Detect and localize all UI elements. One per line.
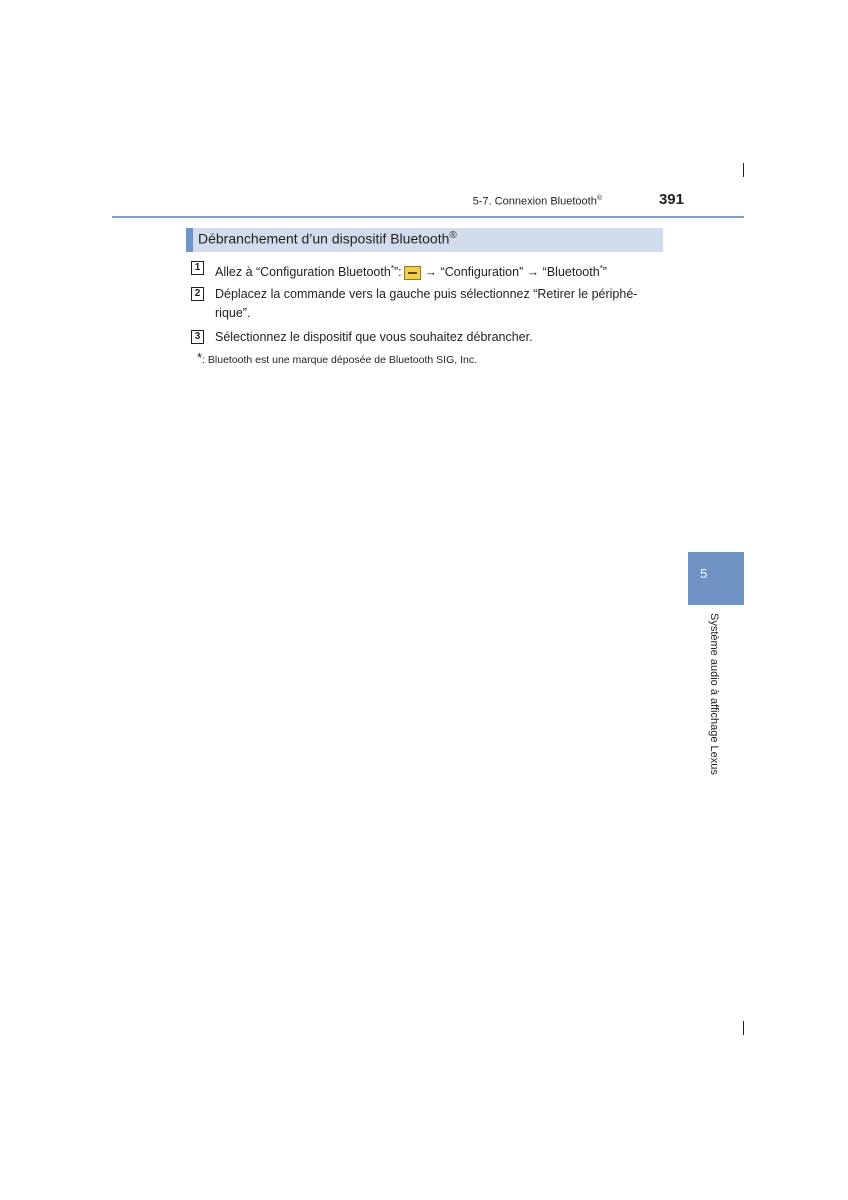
step-text: Allez à “Configuration Bluetooth*”: → “Configuration” → “Bluetooth*” bbox=[215, 264, 607, 280]
page-header bbox=[420, 191, 684, 211]
chapter-title: Système audio à affichage Lexus bbox=[708, 613, 720, 775]
crop-mark-bottom bbox=[743, 1021, 744, 1035]
step-number: 2 bbox=[191, 287, 204, 301]
footnote-text: : Bluetooth est une marque déposée de Bluetooth SIG, Inc. bbox=[202, 354, 477, 366]
step-text: Sélectionnez le dispositif que vous souhaitez débrancher. bbox=[215, 330, 533, 344]
step-number: 3 bbox=[191, 330, 204, 344]
section-heading-title: Débranchement d’un dispositif Bluetooth® bbox=[198, 230, 457, 247]
footnote bbox=[197, 350, 477, 366]
step-number: 1 bbox=[191, 261, 204, 275]
crop-mark-top bbox=[743, 163, 744, 177]
menu-icon bbox=[404, 266, 421, 280]
section-heading bbox=[186, 228, 663, 252]
registered-mark: ® bbox=[596, 195, 602, 202]
header-section-title: 5-7. Connexion Bluetooth® bbox=[472, 195, 602, 208]
page-number: 391 bbox=[658, 191, 684, 208]
header-rule bbox=[112, 216, 744, 218]
registered-mark: ® bbox=[449, 230, 457, 241]
chapter-number: 5 bbox=[700, 566, 708, 581]
step-text: Déplacez la commande vers la gauche puis sélectionnez “Retirer le périphé-rique”. bbox=[215, 287, 638, 320]
chapter-tab bbox=[688, 552, 744, 605]
footnote-star: * bbox=[197, 350, 203, 365]
